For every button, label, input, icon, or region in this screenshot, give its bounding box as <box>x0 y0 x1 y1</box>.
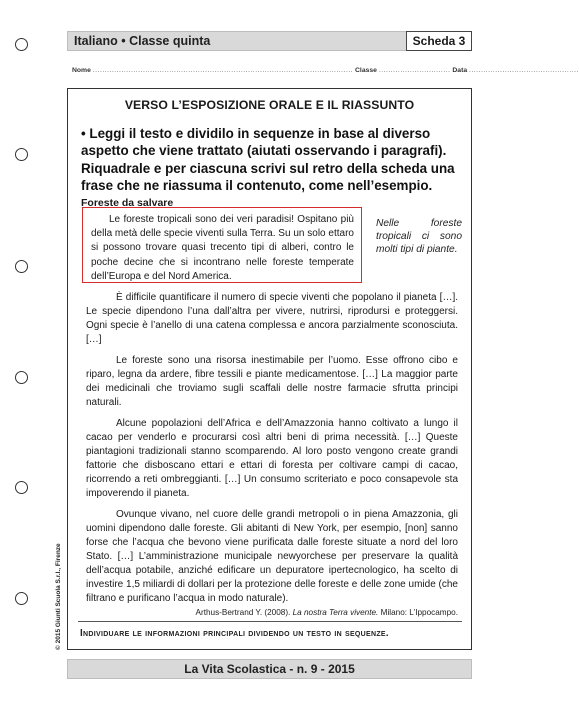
reading-text <box>86 291 458 613</box>
paragraph: Le foreste sono una risorsa inestimabile per l’uomo. Esse offrono cibo e riparo, legna da ardere, fibre tessili e piante medicamentose. […] La maggior parte dei medicinali che troviamo sugli scaffali delle nostre farmacie sfrutta principi naturali. <box>86 355 458 408</box>
data-label: Data <box>452 67 468 74</box>
binder-hole <box>15 592 28 605</box>
citation-publisher: Milano: L’Ippocampo. <box>380 608 458 617</box>
data-field[interactable]: .............................................. <box>469 67 579 74</box>
footer-bar: La Vita Scolastica - n. 9 - 2015 <box>67 659 472 679</box>
binder-hole <box>15 481 28 494</box>
paragraph: È difficile quantificare il numero di specie viventi che popolano il pianeta […]. Le specie dipendono l’una dall’altra per vivere, nutrirsi, riprodursi e proteggersi. Ogni specie è l’anello di una catena complessa e ancora parzialmente sconosciuta. […] <box>86 292 458 345</box>
learning-objective: Individuare le informazioni principali dividendo un testo in sequenze. <box>80 628 389 639</box>
section-title: Foreste da salvare <box>81 197 174 209</box>
paragraph: Alcune popolazioni dell’Africa e dell’Amazzonia hanno coltivato a lungo il cacao per venderlo e procurarsi così altri beni di prima necessità. […] Queste piantagioni tradizionali stanno scomparendo. Al loro posto vengono create grandi fattorie che disboscano ettari e ettari di foresta per coltivare campi di cacao, ricorrendo a reti ombreggianti. […] Un consumo scriteriato e poco consapevole sta impoverendo il pianeta. <box>86 418 458 499</box>
example-sequence-box: Le foreste tropicali sono dei veri paradisi! Ospitano più della metà delle specie viventi sulla Terra. Su un solo ettaro si possono trovare quasi trecento tipi di alberi, contro le poche decine che si incontrano nelle foreste temperate dell’Europa e del Nord America. <box>82 207 362 283</box>
citation <box>196 608 458 617</box>
paragraph: Ovunque vivano, nel cuore delle grandi metropoli o in piena Amazzonia, gli uomini dipendono dalle foreste. Gli abitanti di New York, per esempio, [non] sanno forse che l’acqua che bevono viene purificata dalle foreste situate a nord del loro Stato. […] L’amministrazione municipale newyorchese per preservare la qualità dell’acqua potabile, anziché edificare un depuratore ipertecnologico, ha scelto di investire 1,5 miliardi di dollari per la protezione delle foreste e delle zone umide (che filtrano e purificano l’acqua in modo naturale). <box>86 509 458 604</box>
scheda-label: Scheda 3 <box>406 31 472 51</box>
citation-author: Arthus-Bertrand Y. (2008). <box>195 608 291 617</box>
citation-title: La nostra Terra vivente. <box>292 608 379 617</box>
worksheet-frame <box>67 88 472 650</box>
header-bar <box>67 31 472 51</box>
student-info-line <box>72 67 579 74</box>
classe-label: Classe <box>355 67 377 74</box>
nome-label: Nome <box>72 67 91 74</box>
classe-field[interactable]: .............................. <box>378 67 451 74</box>
instructions: • Leggi il testo e dividilo in sequenze in base al diverso aspetto che viene trattato (aiutati osservando i paragrafi). Riquadrale e per ciascuna scrivi sul retro della scheda una frase che ne riassuma il contenuto, come nell’esempio. <box>81 126 455 193</box>
binder-hole <box>15 371 28 384</box>
page-title: VERSO L’ESPOSIZIONE ORALE E IL RIASSUNTO <box>124 98 415 112</box>
nome-field[interactable]: ............................................................................................................. <box>92 67 354 74</box>
binder-hole <box>15 148 28 161</box>
divider <box>78 621 462 622</box>
header-title: Italiano • Classe quinta <box>74 34 211 48</box>
copyright-notice: © 2015 Giunti Scuola S.r.l., Firenze <box>55 543 62 650</box>
example-summary-note: Nelle foreste tropicali ci sono molti tipi di piante. <box>376 218 462 255</box>
binder-hole <box>15 38 28 51</box>
binder-hole <box>15 260 28 273</box>
